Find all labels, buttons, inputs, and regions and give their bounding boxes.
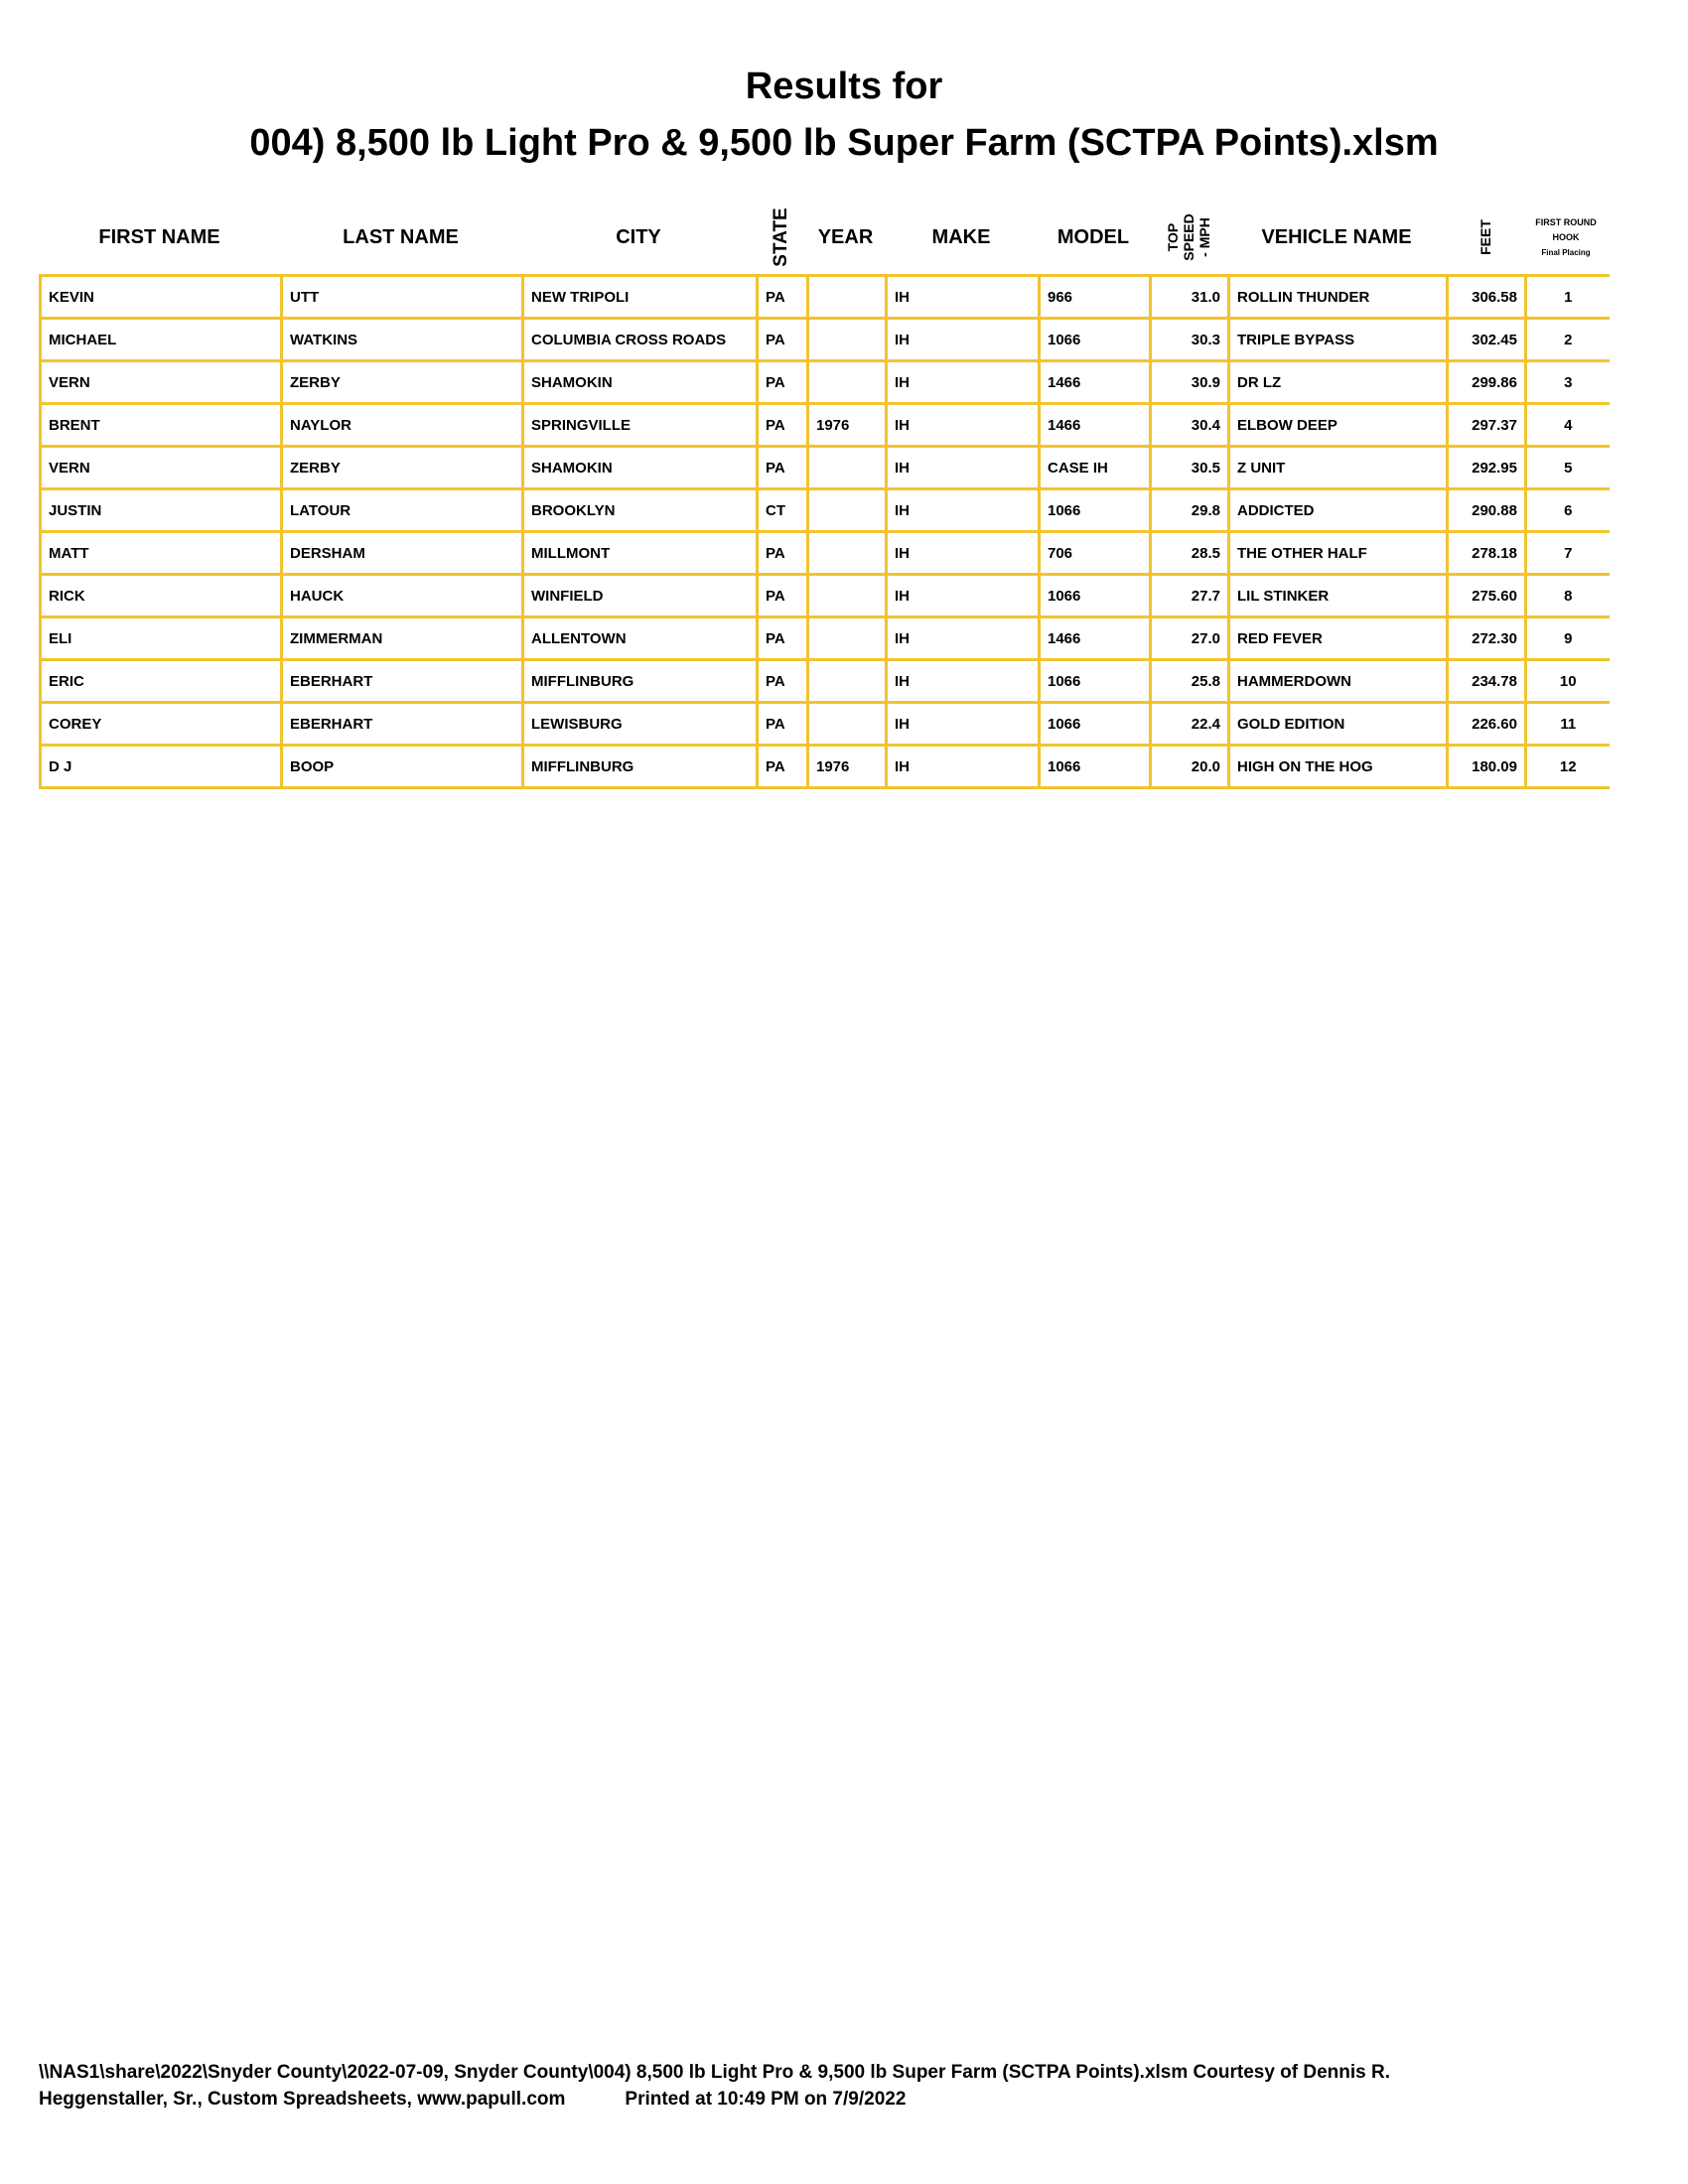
cell-model: 1066 [1040, 319, 1151, 361]
cell-last-name: UTT [282, 276, 523, 319]
cell-top-speed: 31.0 [1151, 276, 1229, 319]
cell-top-speed: 30.4 [1151, 404, 1229, 447]
footer-file-path: \\NAS1\share\2022\Snyder County\2022-07-09, Snyder County\004) 8,500 lb Light Pro & 9,500 lb Super Farm (SCTPA Points).xlsm Courtesy of Dennis R. [39, 2062, 1391, 2083]
header-top-speed-label [1165, 213, 1212, 260]
header-model: MODEL [1056, 225, 1130, 248]
cell-make: IH [887, 575, 1040, 617]
page-title: Results for [745, 66, 943, 107]
cell-last-name: EBERHART [282, 660, 523, 703]
cell-feet: 272.30 [1448, 617, 1526, 660]
cell-city: SHAMOKIN [523, 361, 758, 404]
cell-placing: 6 [1526, 489, 1610, 532]
footer-credit-line [39, 2086, 1647, 2113]
header-top-speed [1149, 199, 1227, 276]
cell-year: 1976 [808, 746, 887, 788]
cell-year [808, 575, 887, 617]
cell-vehicle-name: ELBOW DEEP [1229, 404, 1448, 447]
cell-vehicle-name: HIGH ON THE HOG [1229, 746, 1448, 788]
results-table [39, 274, 1610, 789]
cell-vehicle-name: HAMMERDOWN [1229, 660, 1448, 703]
cell-placing: 2 [1526, 319, 1610, 361]
cell-state: PA [758, 319, 808, 361]
cell-state: PA [758, 660, 808, 703]
cell-vehicle-name: GOLD EDITION [1229, 703, 1448, 746]
cell-make: IH [887, 404, 1040, 447]
table-row [41, 617, 1610, 660]
table-row [41, 660, 1610, 703]
header-feet [1446, 199, 1524, 276]
cell-feet: 302.45 [1448, 319, 1526, 361]
column-header-row [39, 199, 1608, 276]
cell-placing: 5 [1526, 447, 1610, 489]
cell-placing: 11 [1526, 703, 1610, 746]
header-vehicle-name: VEHICLE NAME [1261, 225, 1412, 248]
cell-model: 1066 [1040, 746, 1151, 788]
cell-state: PA [758, 617, 808, 660]
cell-city: MIFFLINBURG [523, 660, 758, 703]
cell-state: PA [758, 746, 808, 788]
cell-model: 1066 [1040, 489, 1151, 532]
cell-city: MILLMONT [523, 532, 758, 575]
cell-model: 1066 [1040, 575, 1151, 617]
cell-year [808, 660, 887, 703]
cell-first-name: MICHAEL [41, 319, 282, 361]
cell-year [808, 447, 887, 489]
cell-vehicle-name: RED FEVER [1229, 617, 1448, 660]
page-subtitle: 004) 8,500 lb Light Pro & 9,500 lb Super Farm (SCTPA Points).xlsm [249, 122, 1439, 164]
cell-year: 1976 [808, 404, 887, 447]
header-state-label: STATE [770, 207, 791, 267]
header-speed-line-1: TOP [1164, 222, 1181, 252]
cell-year [808, 532, 887, 575]
cell-last-name: LATOUR [282, 489, 523, 532]
table-row [41, 532, 1610, 575]
cell-city: LEWISBURG [523, 703, 758, 746]
header-make: MAKE [931, 225, 991, 248]
cell-first-name: JUSTIN [41, 489, 282, 532]
cell-top-speed: 22.4 [1151, 703, 1229, 746]
cell-year [808, 617, 887, 660]
cell-placing: 8 [1526, 575, 1610, 617]
results-rows [41, 276, 1610, 788]
cell-state: PA [758, 361, 808, 404]
cell-last-name: WATKINS [282, 319, 523, 361]
cell-top-speed: 30.5 [1151, 447, 1229, 489]
header-city: CITY [616, 225, 661, 248]
header-speed-line-2: SPEED [1180, 213, 1196, 261]
cell-city: COLUMBIA CROSS ROADS [523, 319, 758, 361]
cell-state: PA [758, 575, 808, 617]
cell-vehicle-name: Z UNIT [1229, 447, 1448, 489]
cell-model: 1466 [1040, 404, 1151, 447]
cell-vehicle-name: DR LZ [1229, 361, 1448, 404]
cell-last-name: ZERBY [282, 447, 523, 489]
header-first-name: FIRST NAME [98, 225, 220, 248]
cell-feet: 306.58 [1448, 276, 1526, 319]
cell-first-name: COREY [41, 703, 282, 746]
cell-state: CT [758, 489, 808, 532]
cell-top-speed: 25.8 [1151, 660, 1229, 703]
table-row [41, 276, 1610, 319]
cell-first-name: VERN [41, 361, 282, 404]
cell-make: IH [887, 361, 1040, 404]
cell-model: 1066 [1040, 660, 1151, 703]
cell-feet: 278.18 [1448, 532, 1526, 575]
cell-city: WINFIELD [523, 575, 758, 617]
cell-year [808, 489, 887, 532]
cell-placing: 1 [1526, 276, 1610, 319]
cell-first-name: MATT [41, 532, 282, 575]
cell-state: PA [758, 447, 808, 489]
cell-placing: 9 [1526, 617, 1610, 660]
cell-feet: 275.60 [1448, 575, 1526, 617]
cell-top-speed: 30.9 [1151, 361, 1229, 404]
cell-placing: 7 [1526, 532, 1610, 575]
header-year: YEAR [817, 225, 874, 248]
cell-first-name: D J [41, 746, 282, 788]
cell-top-speed: 27.7 [1151, 575, 1229, 617]
footer-printed-time: Printed at 10:49 PM on 7/9/2022 [625, 2089, 907, 2110]
cell-top-speed: 20.0 [1151, 746, 1229, 788]
cell-make: IH [887, 746, 1040, 788]
cell-vehicle-name: LIL STINKER [1229, 575, 1448, 617]
cell-model: 966 [1040, 276, 1151, 319]
cell-state: PA [758, 404, 808, 447]
cell-vehicle-name: ROLLIN THUNDER [1229, 276, 1448, 319]
header-feet-label: FEET [1477, 219, 1493, 255]
table-row [41, 575, 1610, 617]
cell-make: IH [887, 319, 1040, 361]
cell-last-name: BOOP [282, 746, 523, 788]
cell-model: 1466 [1040, 617, 1151, 660]
cell-year [808, 703, 887, 746]
cell-placing: 3 [1526, 361, 1610, 404]
cell-make: IH [887, 703, 1040, 746]
cell-make: IH [887, 489, 1040, 532]
cell-top-speed: 28.5 [1151, 532, 1229, 575]
cell-city: BROOKLYN [523, 489, 758, 532]
cell-last-name: DERSHAM [282, 532, 523, 575]
cell-year [808, 319, 887, 361]
cell-city: SHAMOKIN [523, 447, 758, 489]
page-footer [39, 2059, 1647, 2113]
cell-feet: 297.37 [1448, 404, 1526, 447]
cell-feet: 226.60 [1448, 703, 1526, 746]
cell-city: SPRINGVILLE [523, 404, 758, 447]
cell-vehicle-name: ADDICTED [1229, 489, 1448, 532]
cell-model: 1066 [1040, 703, 1151, 746]
table-row [41, 447, 1610, 489]
cell-first-name: KEVIN [41, 276, 282, 319]
cell-first-name: RICK [41, 575, 282, 617]
cell-year [808, 276, 887, 319]
cell-top-speed: 27.0 [1151, 617, 1229, 660]
header-placing-line-2: HOOK [1552, 231, 1580, 242]
cell-feet: 299.86 [1448, 361, 1526, 404]
cell-vehicle-name: THE OTHER HALF [1229, 532, 1448, 575]
cell-make: IH [887, 447, 1040, 489]
cell-city: NEW TRIPOLI [523, 276, 758, 319]
cell-feet: 292.95 [1448, 447, 1526, 489]
header-last-name: LAST NAME [343, 225, 459, 248]
header-placing-line-3: Final Placing [1541, 247, 1591, 257]
cell-last-name: EBERHART [282, 703, 523, 746]
cell-vehicle-name: TRIPLE BYPASS [1229, 319, 1448, 361]
cell-city: MIFFLINBURG [523, 746, 758, 788]
table-row [41, 319, 1610, 361]
cell-first-name: VERN [41, 447, 282, 489]
cell-first-name: BRENT [41, 404, 282, 447]
footer-credit: Heggenstaller, Sr., Custom Spreadsheets, www.papull.com [39, 2089, 566, 2110]
cell-feet: 180.09 [1448, 746, 1526, 788]
header-placing-line-1: FIRST ROUND [1535, 216, 1597, 227]
cell-placing: 10 [1526, 660, 1610, 703]
cell-model: CASE IH [1040, 447, 1151, 489]
cell-top-speed: 29.8 [1151, 489, 1229, 532]
cell-state: PA [758, 276, 808, 319]
cell-model: 1466 [1040, 361, 1151, 404]
cell-feet: 234.78 [1448, 660, 1526, 703]
cell-make: IH [887, 532, 1040, 575]
cell-state: PA [758, 703, 808, 746]
table-row [41, 746, 1610, 788]
cell-top-speed: 30.3 [1151, 319, 1229, 361]
cell-make: IH [887, 276, 1040, 319]
table-row [41, 404, 1610, 447]
cell-make: IH [887, 660, 1040, 703]
table-row [41, 489, 1610, 532]
cell-first-name: ERIC [41, 660, 282, 703]
header-placing [1524, 199, 1608, 276]
cell-last-name: ZERBY [282, 361, 523, 404]
table-row [41, 703, 1610, 746]
cell-last-name: HAUCK [282, 575, 523, 617]
table-row [41, 361, 1610, 404]
cell-make: IH [887, 617, 1040, 660]
cell-placing: 12 [1526, 746, 1610, 788]
cell-model: 706 [1040, 532, 1151, 575]
cell-year [808, 361, 887, 404]
cell-city: ALLENTOWN [523, 617, 758, 660]
cell-last-name: NAYLOR [282, 404, 523, 447]
cell-placing: 4 [1526, 404, 1610, 447]
header-speed-line-3: - MPH [1196, 217, 1212, 257]
header-state [756, 199, 806, 276]
cell-last-name: ZIMMERMAN [282, 617, 523, 660]
cell-first-name: ELI [41, 617, 282, 660]
cell-feet: 290.88 [1448, 489, 1526, 532]
cell-state: PA [758, 532, 808, 575]
